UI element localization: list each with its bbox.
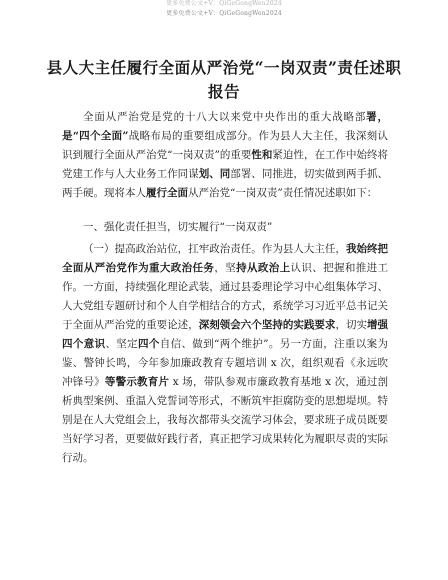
intro-bold-3: 划、同 — [198, 168, 231, 180]
intro-paragraph — [62, 108, 388, 203]
sub-bold-2: 持从政治上 — [236, 262, 291, 274]
sub-text-1: （一）提高政治站位，扛牢政治责任。作为县人大主任， — [83, 243, 346, 255]
sub-bold-3: 深刻领会六个坚持的实践要求 — [198, 319, 336, 331]
sub-text-6: 自信、做到“两个维护”。另一方面，注重以案为鉴、警钟长鸣，今年参加廉政教育专题培训 x 次，组织观看《永远吹冲锋号》 — [62, 338, 388, 388]
sub-bold-1: 我始终把全面从严治党作为重大政治任务 — [62, 243, 389, 274]
intro-text-3: 紧迫性，在工作中始终将党建工作与人大业务工作同谋 — [62, 149, 389, 180]
intro-text-2: 战略布局的重要组成部分。作为县人大主任，我深刻认识到履行全面从严治党“一岗双责”的重要 — [62, 130, 388, 161]
watermark-line: 更多免费公文+V：QiGeGongWen2024 — [166, 10, 282, 17]
intro-bold-4: 履行全面 — [146, 187, 188, 199]
intro-bold-2: 性和 — [251, 149, 273, 161]
watermark-line-top: 更多免费公文+V：QiGeGongWen2024 — [166, 0, 282, 7]
sub-bold-5: 四个 — [138, 338, 160, 350]
sub-text-7: x 场，带队参观市廉政教育基地 x 次，通过剖析典型案例、重温入党誓词等形式，不断筑牢拒腐防变的思想堤坝。特别是在人大党组会上，我每次都带头交流学习体会，要求班子成员既要当好学习者，更要做好践行者，真正把学习成果转化为履职尽责的实际行动。 — [62, 376, 389, 464]
sub-text-2: ，坚 — [214, 262, 237, 274]
intro-bold-1: 署，是“四个全面” — [62, 111, 388, 142]
intro-text-5: 从严治党“一岗双责”责任情况述职如下： — [188, 187, 378, 199]
section-heading: 一、强化责任担当，切实履行“一岗双责” — [83, 221, 273, 233]
subsection-paragraph — [62, 240, 388, 468]
sub-text-3: 认识、把握和推进工作。一方面，持续强化理论武装，通过县委理论学习中心组集体学习、人大党组专题研讨和个人自学相结合的方式，系统学习习近平总书记关于全面从严治党的重要论述， — [62, 262, 389, 331]
sub-text-5: 、坚定 — [105, 338, 139, 350]
sub-text-4: ，切实 — [335, 319, 367, 331]
intro-text-1: 全面从严治党是党的十八大以来党中央作出的重大战略部 — [83, 111, 367, 123]
intro-text-4: 部署、同推进，切实做到两手抓、两手硬。现将本人 — [62, 168, 389, 199]
document-title: 县人大主任履行全面从严治党“一岗双责”责任述职报告 — [46, 58, 402, 101]
sub-bold-6: 等警示教育片 — [104, 376, 170, 388]
sub-bold-4: 增强四个意识 — [62, 319, 389, 350]
